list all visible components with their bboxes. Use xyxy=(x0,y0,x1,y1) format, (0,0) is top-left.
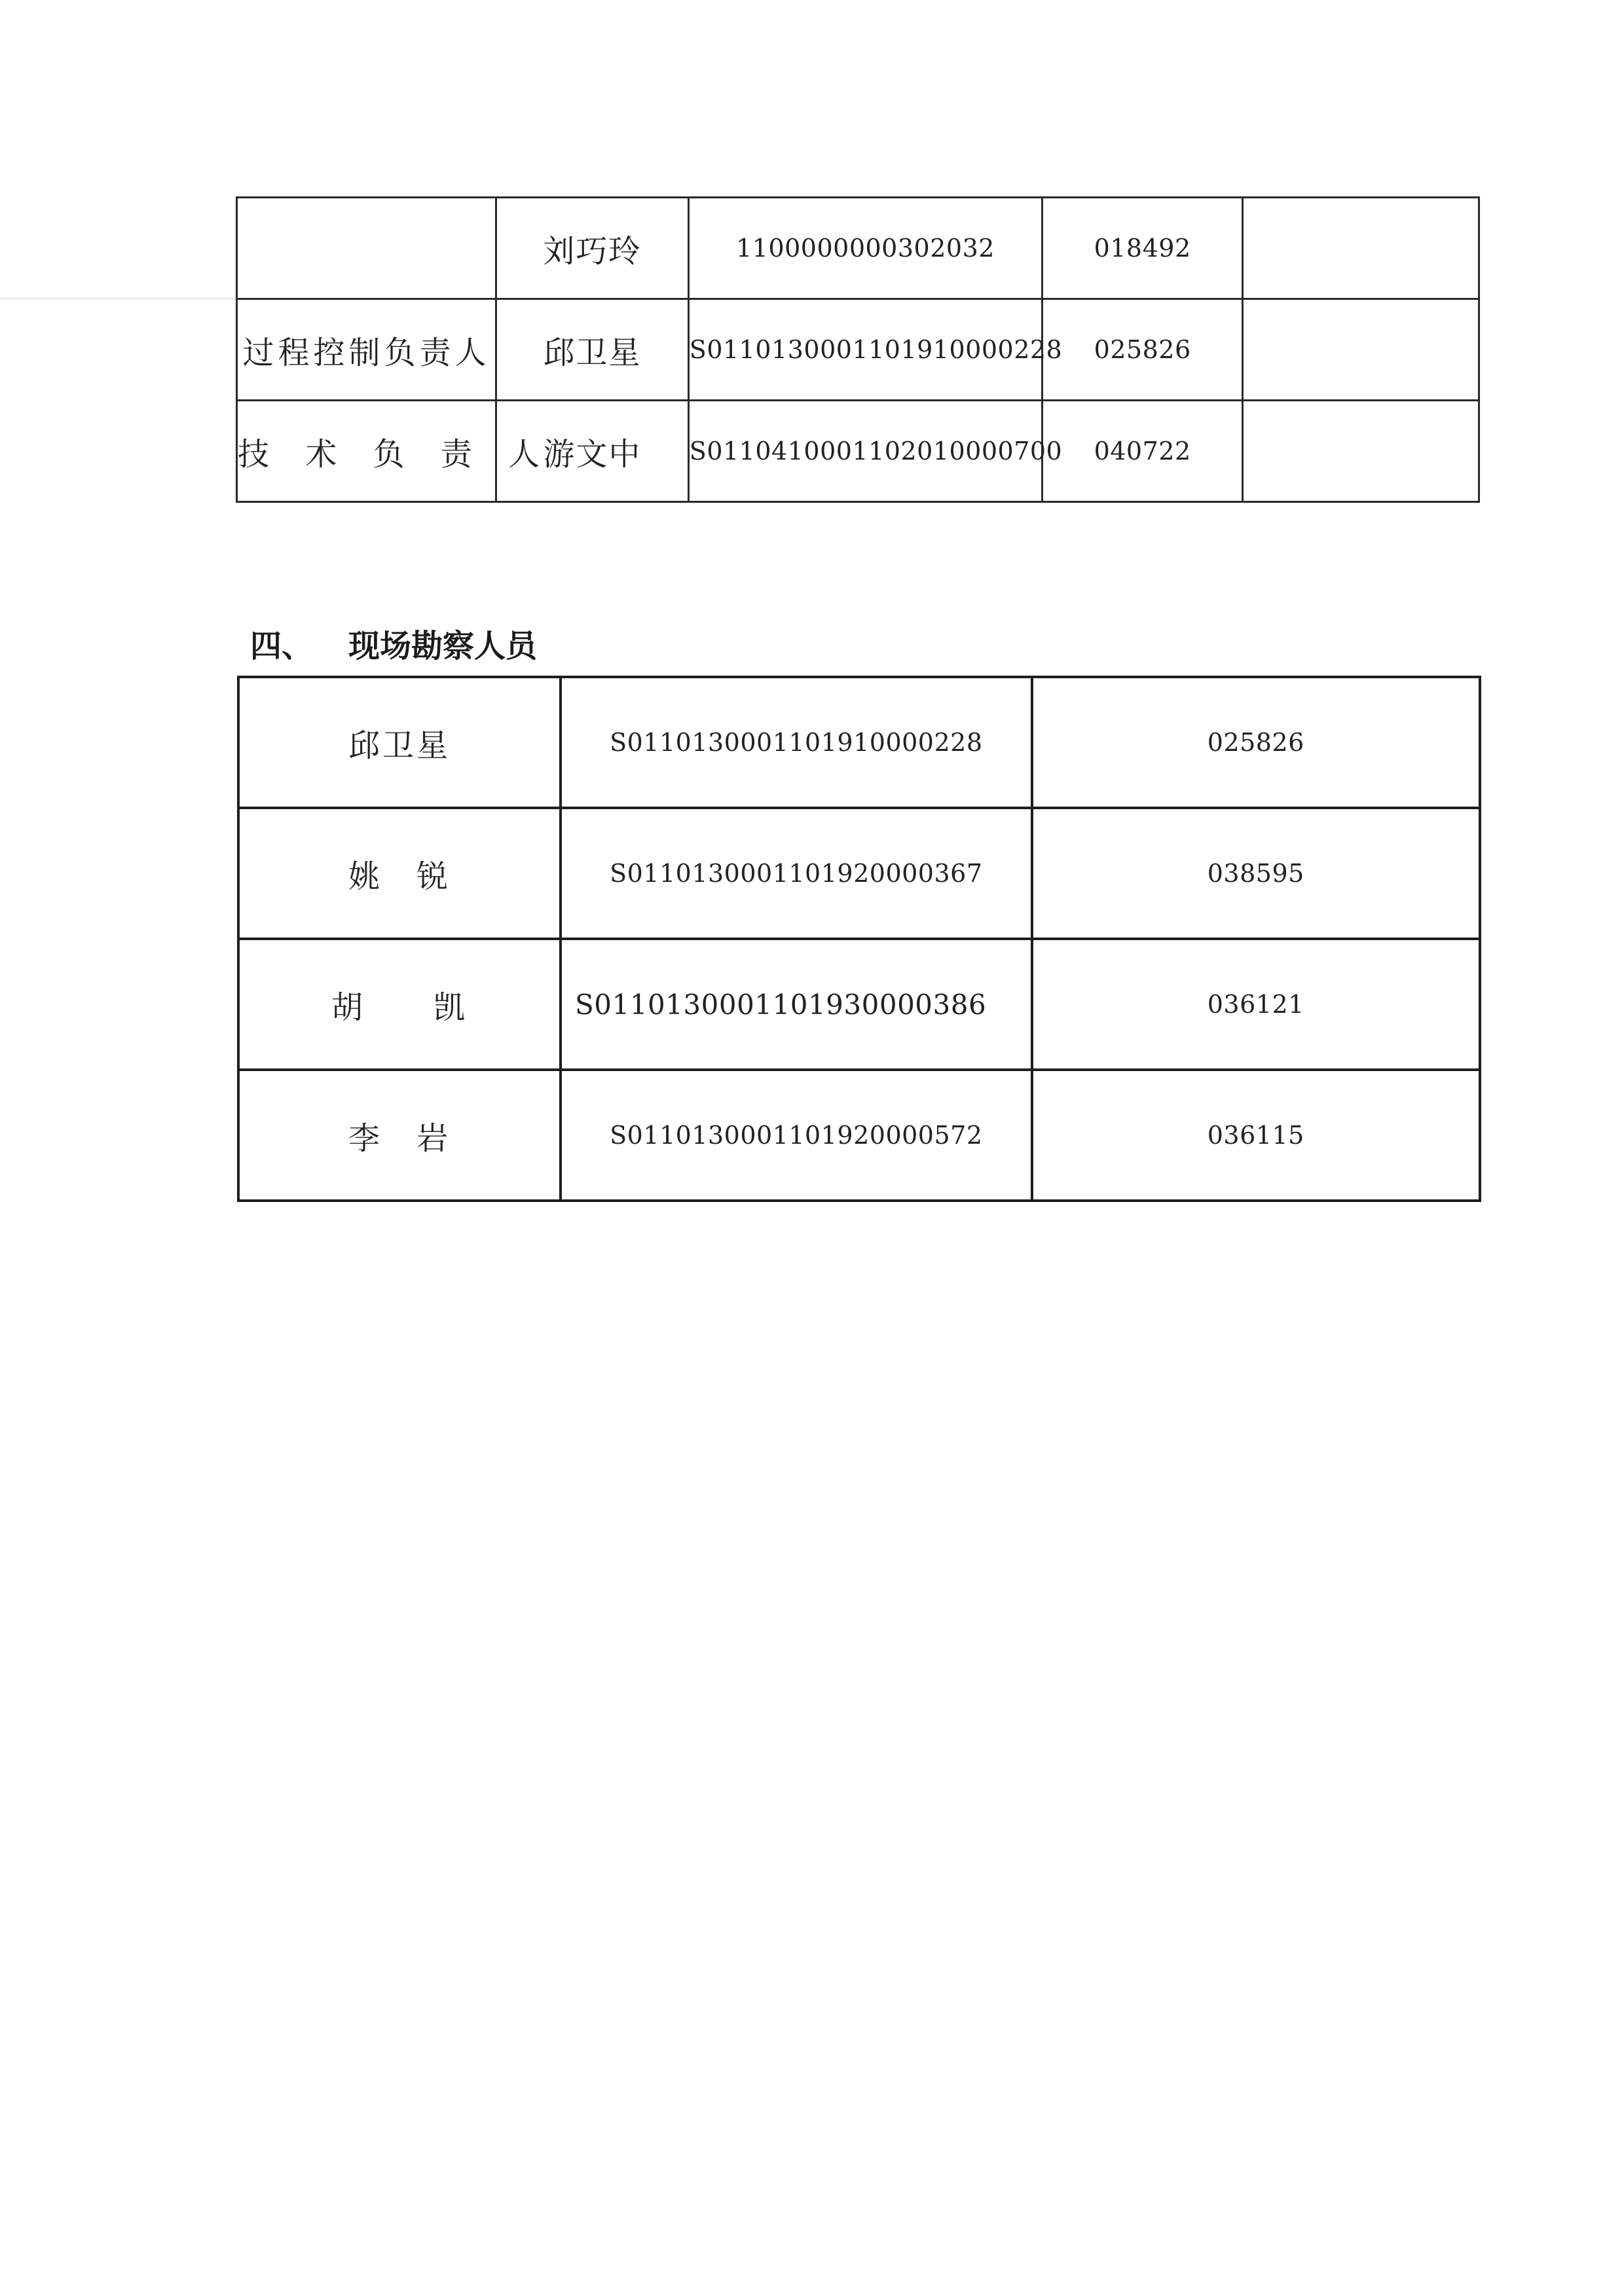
table-row xyxy=(237,299,1479,401)
certificate-number-cell: S0110130001101930000386 xyxy=(561,939,1032,1070)
certificate-number-cell: S0110130001101910000228 xyxy=(688,299,1042,401)
signature-cell xyxy=(1243,198,1479,299)
section-number: 四、 xyxy=(250,628,314,665)
table-row xyxy=(238,939,1480,1070)
name-cell: 邱卫星 xyxy=(238,677,561,808)
name-cell: 邱卫星 xyxy=(496,299,689,401)
section-title: 现场勘察人员 xyxy=(348,628,538,665)
registration-number-cell: 018492 xyxy=(1043,198,1243,299)
name-cell: 胡 凯 xyxy=(238,939,561,1070)
name-cell: 游文中 xyxy=(496,401,689,502)
registration-number-cell: 040722 xyxy=(1043,401,1243,502)
name-cell: 姚 锐 xyxy=(238,808,561,939)
registration-number-cell: 036115 xyxy=(1032,1070,1480,1201)
role-cell xyxy=(237,198,496,299)
role-cell: 过程控制负责人 xyxy=(237,299,496,401)
certificate-number-cell: 1100000000302032 xyxy=(688,198,1042,299)
table-row xyxy=(237,401,1479,502)
registration-number-cell: 036121 xyxy=(1032,939,1480,1070)
scan-artifact-line xyxy=(0,298,236,299)
certificate-number-cell: S0110130001101910000228 xyxy=(561,677,1032,808)
registration-number-cell: 025826 xyxy=(1032,677,1480,808)
site-survey-personnel-table xyxy=(237,676,1481,1202)
section-heading xyxy=(250,621,537,666)
registration-number-cell: 038595 xyxy=(1032,808,1480,939)
table-row xyxy=(238,677,1480,808)
table-row xyxy=(238,1070,1480,1201)
name-cell: 刘巧玲 xyxy=(496,198,689,299)
signature-cell xyxy=(1243,299,1479,401)
signature-cell xyxy=(1243,401,1479,502)
certificate-number-cell: S0110130001101920000367 xyxy=(561,808,1032,939)
role-cell: 技 术 负 责 人 xyxy=(237,401,496,502)
table-row xyxy=(237,198,1479,299)
responsible-persons-table xyxy=(236,196,1480,503)
certificate-number-cell: S0110130001101920000572 xyxy=(561,1070,1032,1201)
table-row xyxy=(238,808,1480,939)
registration-number-cell: 025826 xyxy=(1043,299,1243,401)
name-cell: 李 岩 xyxy=(238,1070,561,1201)
certificate-number-cell: S0110410001102010000700 xyxy=(688,401,1042,502)
